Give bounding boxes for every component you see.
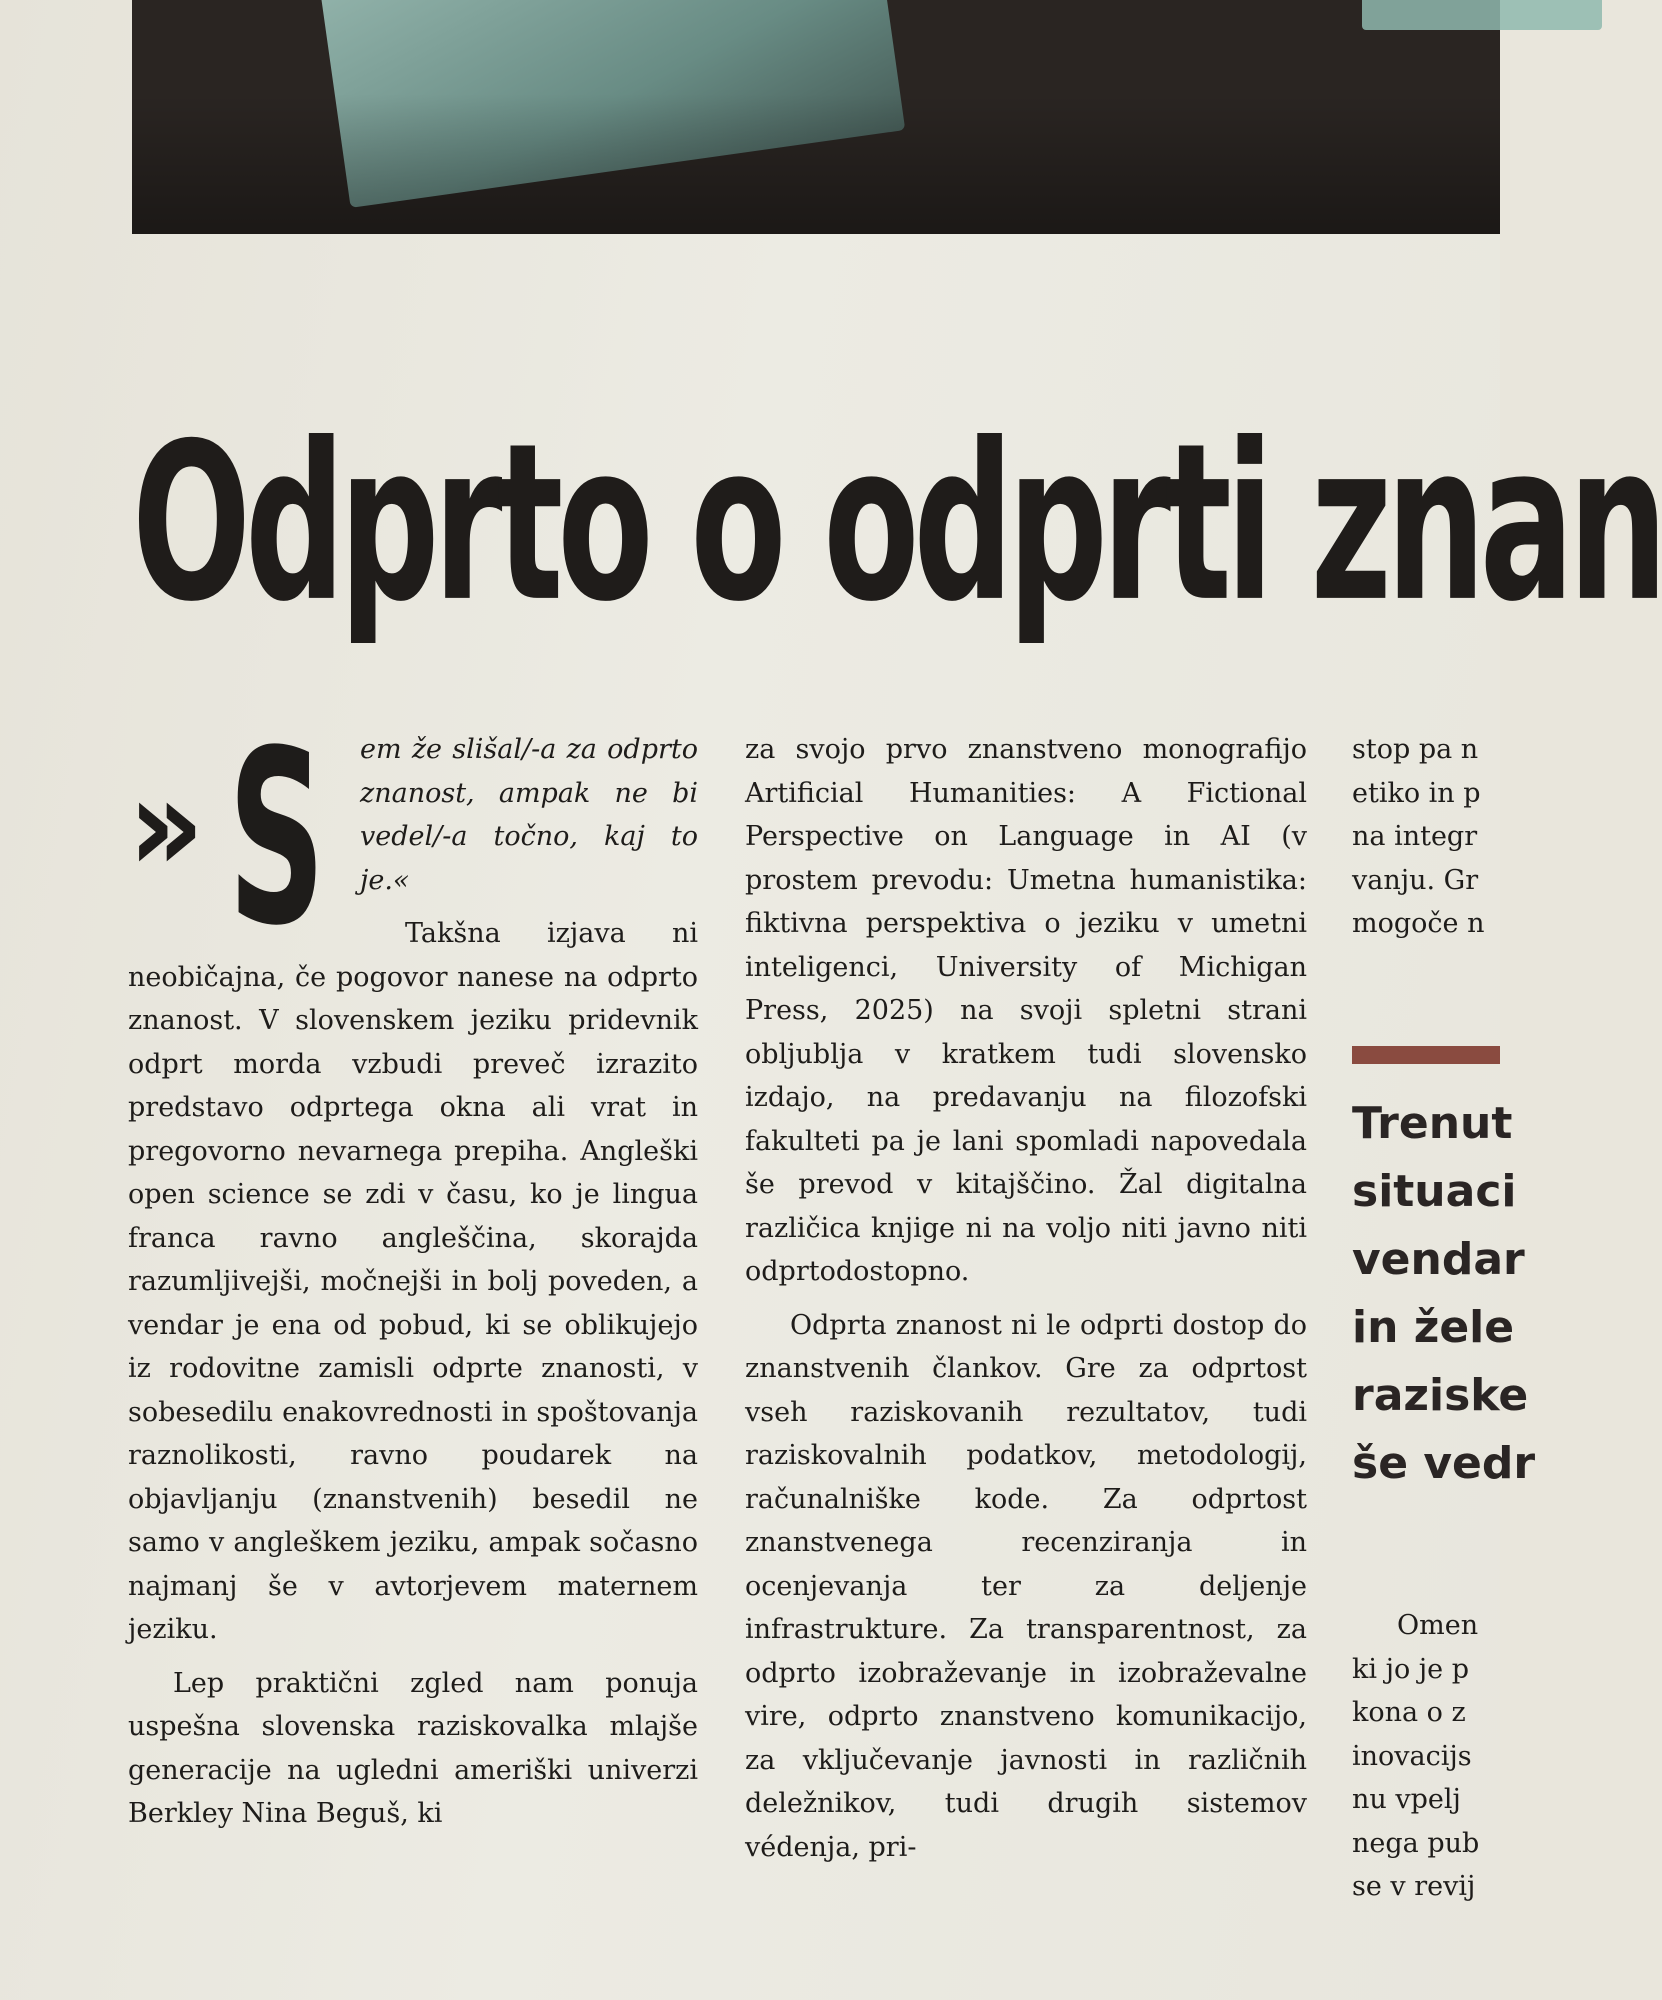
column3-top: stop pa n etiko in p na integr vanju. Gr mogoče n [1352, 734, 1485, 939]
article-column-3 [1352, 0, 1536, 2000]
drop-cap-quote-mark: » [128, 749, 195, 901]
drop-cap [128, 700, 350, 979]
lead-quote: em že slišal/-a za odprto znanost, ampak ne bi vedel/-a točno, kaj to je.« [360, 734, 698, 896]
article-headline: Odprto o odprti znan [132, 397, 1662, 651]
paragraph: Takšna izjava ni neobičajna, če pogovor nanese na odprto znanost. V slovenskem jeziku pridevnik odprt morda vzbudi preveč izrazito predstavo odprtega okna ali vrat in pregovorno nevarnega prepiha. Angleški open science se zdi v času, ko je lingua franca ravno angleščina, skorajda razumljivejši, močnejši in bolj poveden, a vendar je ena od pobud, ki se oblikujejo iz rodovitne zamisli odprte znanosti, v sobesedilu enakovrednosti in spoštovanja raznolikosti, ravno poudarek na objavljanju (znanstvenih) besedil ne samo v angleškem jeziku, ampak sočasno najmanj še v avtorjevem maternem jeziku. [128, 918, 698, 1645]
paragraph: za svojo prvo znanstveno monografijo Artificial Humanities: A Fictional Perspective on Language in AI (v prostem prevodu: Umetna humanistika: fiktivna perspektiva o jeziku v umetni inteligenci, University of Michigan Press, 2025) na svoji spletni strani obljublja v kratkem tudi slovensko izdajo, na predavanju na filozofski fakulteti pa je lani spomladi napovedala še prevod v kitajščino. Žal digitalna različica knjige ni na voljo niti javno niti odprtodostopno. [745, 734, 1307, 1287]
pullquote: Trenut situaci vendar in žele raziske še vedr [1352, 1098, 1536, 1489]
paragraph: Odprta znanost ni le odprti dostop do znanstvenih člankov. Gre za odprtost vseh raziskovanih rezultatov, tudi raziskovalnih podatkov, metodologij, računalniške kode. Za odprtost znanstvenega recenziranja in ocenjevanja ter za deljenje infrastrukture. Za transparentnost, za odprto izobraževanje in izobraževalne vire, odprto znanstveno komunikacijo, za vključevanje javnosti in različnih deležnikov, tudi drugih sistemov védenja, pri- [745, 1309, 1307, 1863]
article-column-1 [128, 700, 698, 1836]
pullquote-rule [1352, 1046, 1500, 1064]
article-column-2 [745, 728, 1307, 1869]
drop-cap-letter: S [228, 700, 326, 979]
article-photo [132, 0, 1500, 234]
paragraph: Lep praktični zgled nam ponuja uspešna slovenska raziskovalka mlajše generacije na ugledni ameriški univerzi Berkley Nina Beguš, ki [128, 1667, 698, 1829]
column3-bottom: Omen ki jo je p kona o z inovacijs nu vpelj nega pub se v revij [1352, 1610, 1480, 1902]
